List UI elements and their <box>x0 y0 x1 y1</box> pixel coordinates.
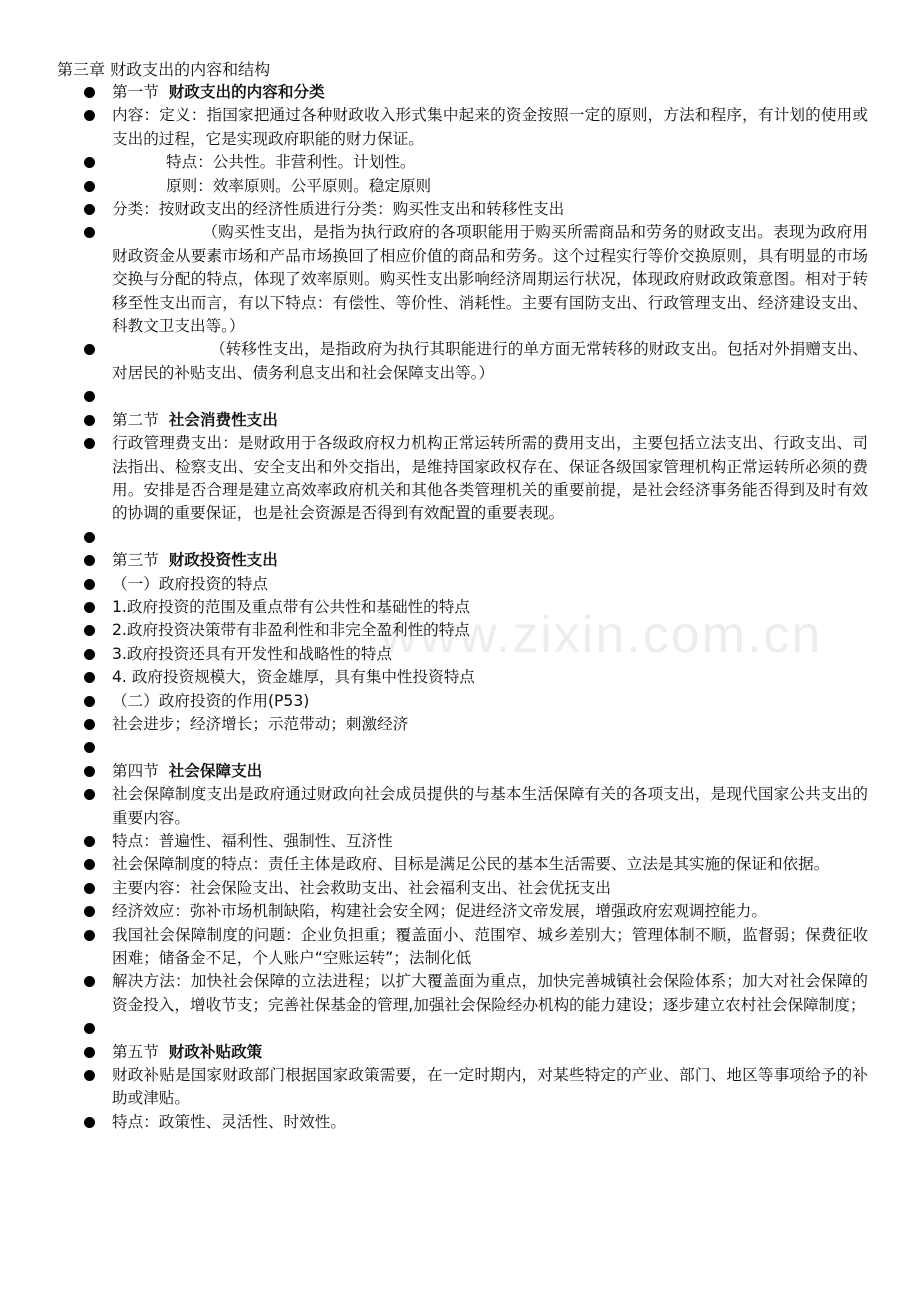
item-text: 1.政府投资的范围及重点带有公共性和基础性的特点 <box>112 597 470 616</box>
list-item <box>0 104 920 151</box>
bullet-dot-icon <box>84 204 95 215</box>
bullet-dot-icon <box>84 836 95 847</box>
list-item <box>0 175 920 198</box>
bullet-dot-icon <box>84 87 95 98</box>
item-text: 特点：公共性。非营利性。计划性。 <box>166 153 416 172</box>
watermark: www.zixin.com.cn <box>380 606 823 664</box>
item-text: 内容：定义：指国家把通过各种财政收入形式集中起来的资金按照一定的原则，方法和程序，有计划的使用或支出的过程，它是实现政府职能的财力保证。 <box>112 106 868 148</box>
list-item <box>0 549 920 572</box>
bullet-dot-icon <box>84 1070 95 1081</box>
list-item <box>0 924 920 971</box>
bullet-dot-icon <box>84 391 95 402</box>
section-heading: 财政补贴政策 <box>168 1042 263 1061</box>
list-item <box>0 1064 920 1111</box>
section-number: 第三节 <box>112 551 169 570</box>
bullet-dot-icon <box>84 719 95 730</box>
bullet-dot-icon <box>84 110 95 121</box>
item-text: 特点：普遍性、福利性、强制性、互济性 <box>112 832 393 850</box>
bullet-dot-icon <box>84 1047 95 1058</box>
list-item <box>0 666 920 689</box>
item-text: （转移性支出，是指政府为执行其职能进行的单方面无常转移的财政支出。包括对外捐赠支出、对居民的补贴支出、债务利息支出和社会保障支出等。） <box>112 340 868 382</box>
list-item <box>0 690 920 713</box>
bullet-dot-icon <box>84 789 95 800</box>
bullet-dot-icon <box>84 906 95 917</box>
list-item <box>0 900 920 923</box>
list-item <box>0 573 920 596</box>
item-text: 社会保障制度的特点：责任主体是政府、目标是满足公民的基本生活需要、立法是其实施的保证和依据。 <box>112 855 830 874</box>
list-item <box>0 221 920 338</box>
list-item <box>0 830 920 853</box>
bullet-dot-icon <box>84 930 95 941</box>
bullet-dot-icon <box>84 625 95 636</box>
list-item <box>0 877 920 900</box>
list-item <box>0 1041 920 1064</box>
bullet-dot-icon <box>84 227 95 238</box>
section-number: 第一节 <box>112 83 169 101</box>
bullet-dot-icon <box>84 859 95 870</box>
bullet-dot-icon <box>84 1023 95 1034</box>
list-item <box>0 81 920 104</box>
list-item <box>0 1017 920 1040</box>
section-heading: 财政投资性支出 <box>168 551 278 570</box>
bullet-dot-icon <box>84 579 95 590</box>
item-text: 主要内容：社会保险支出、社会救助支出、社会福利支出、社会优抚支出 <box>112 878 612 897</box>
item-text: 社会进步；经济增长；示范带动；刺激经济 <box>112 714 409 733</box>
list-item <box>0 409 920 432</box>
bullet-list <box>0 81 920 1134</box>
bullet-dot-icon <box>84 976 95 987</box>
section-heading: 社会保障支出 <box>168 761 263 780</box>
list-item <box>0 1111 920 1134</box>
list-item <box>0 385 920 408</box>
item-text: 4. 政府投资规模大，资金雄厚，具有集中性投资特点 <box>112 668 475 687</box>
list-item <box>0 198 920 221</box>
item-text: 经济效应：弥补市场机制缺陷，构建社会安全网；促进经济文帝发展，增强政府宏观调控能力。 <box>112 902 767 921</box>
item-text: （一）政府投资的特点 <box>112 574 268 593</box>
bullet-dot-icon <box>84 415 95 426</box>
bullet-dot-icon <box>84 649 95 660</box>
bullet-dot-icon <box>84 438 95 449</box>
list-item <box>0 432 920 526</box>
list-item <box>0 338 920 385</box>
list-item <box>0 783 920 830</box>
item-text: 原则：效率原则。公平原则。稳定原则 <box>166 176 432 195</box>
bullet-dot-icon <box>84 766 95 777</box>
list-item <box>0 736 920 759</box>
item-text: 分类：按财政支出的经济性质进行分类：购买性支出和转移性支出 <box>112 200 565 219</box>
section-number: 第二节 <box>112 410 169 429</box>
list-item <box>0 970 920 1017</box>
section-heading: 财政支出的内容和分类 <box>168 83 325 101</box>
bullet-dot-icon <box>84 672 95 683</box>
section-number: 第五节 <box>112 1042 169 1061</box>
list-item <box>0 526 920 549</box>
section-number: 第四节 <box>112 761 169 780</box>
bullet-dot-icon <box>84 696 95 707</box>
list-item <box>0 713 920 736</box>
bullet-dot-icon <box>84 344 95 355</box>
bullet-dot-icon <box>84 1117 95 1128</box>
bullet-dot-icon <box>84 602 95 613</box>
list-item <box>0 596 920 619</box>
bullet-dot-icon <box>84 555 95 566</box>
section-heading: 社会消费性支出 <box>168 410 278 429</box>
bullet-dot-icon <box>84 532 95 543</box>
bullet-dot-icon <box>84 181 95 192</box>
list-item <box>0 643 920 666</box>
item-text: 行政管理费支出：是财政用于各级政府权力机构正常运转所需的费用支出，主要包括立法支出、行政支出、司法指出、检察支出、安全支出和外交指出，是维持国家政权存在、保证各级国家管理机构正常运转所必须的费用。安排是否合理是建立高效率政府机关和其他各类管理机关的重要前提，是社会经济事务能否得到及时有效的协调的重要保证，也是社会资源是否得到有效配置的重要表现。 <box>112 434 868 523</box>
list-item <box>0 760 920 783</box>
list-item <box>0 619 920 642</box>
list-item <box>0 151 920 174</box>
list-item <box>0 853 920 876</box>
bullet-dot-icon <box>84 157 95 168</box>
item-text: 解决方法：加快社会保障的立法进程；以扩大覆盖面为重点，加快完善城镇社会保险体系；加大对社会保障的资金投入，增收节支；完善社保基金的管理,加强社会保险经办机构的能力建设；逐步建立农村社会保障制度； <box>112 972 868 1014</box>
item-text: 特点：政策性、灵活性、时效性。 <box>112 1112 346 1131</box>
chapter-title: 第三章 财政支出的内容和结构 <box>57 60 271 79</box>
item-text: 2.政府投资决策带有非盈利性和非完全盈利性的特点 <box>112 621 470 640</box>
item-text: 财政补贴是国家财政部门根据国家政策需要，在一定时期内，对某些特定的产业、部门、地区等事项给予的补助或津贴。 <box>112 1066 868 1108</box>
item-text: 3.政府投资还具有开发性和战略性的特点 <box>112 644 392 663</box>
item-text: （购买性支出，是指为执行政府的各项职能用于购买所需商品和劳务的财政支出。表现为政府用财政资金从要素市场和产品市场换回了相应价值的商品和劳务。这个过程实行等价交换原则，具有明显的市场交换与分配的特点，体现了效率原则。购买性支出影响经济周期运行状况，体现政府财政政策意图。相对于转移至性支出而言，有以下特点：有偿性、等价性、消耗性。主要有国防支出、行政管理支出、经济建设支出、科教文卫支出等。） <box>112 223 868 336</box>
item-text: （二）政府投资的作用(P53) <box>112 691 310 710</box>
item-text: 社会保障制度支出是政府通过财政向社会成员提供的与基本生活保障有关的各项支出，是现代国家公共支出的重要内容。 <box>112 785 868 827</box>
item-text: 我国社会保障制度的问题：企业负担重；覆盖面小、范围窄、城乡差别大；管理体制不顺，监督弱；保费征收困难；储备金不足，个人账户“空账运转”；法制化低 <box>112 925 868 968</box>
bullet-dot-icon <box>84 742 95 753</box>
bullet-dot-icon <box>84 883 95 894</box>
